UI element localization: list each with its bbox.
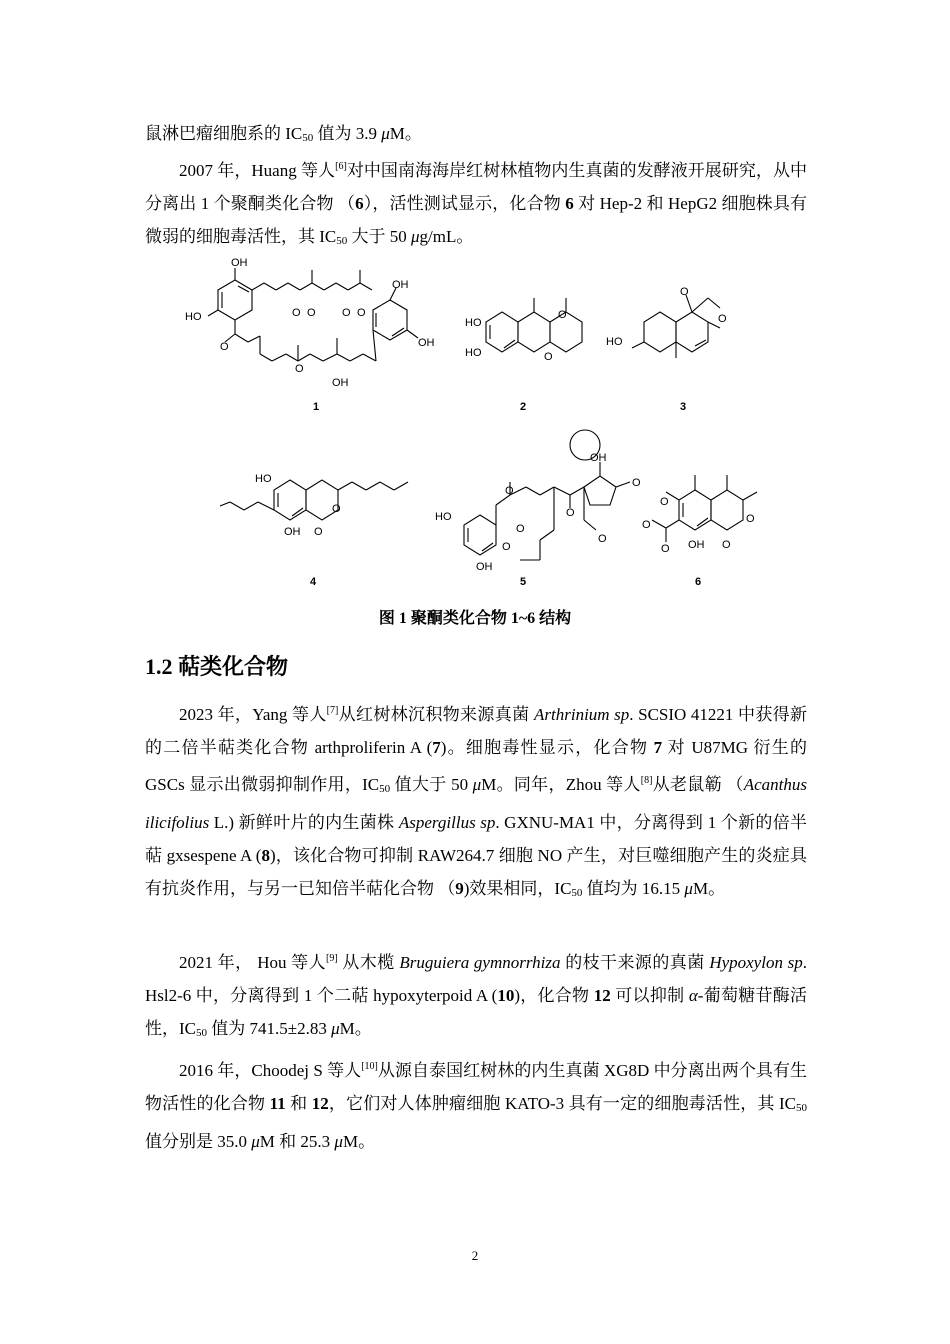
paragraph-choodej-2016	[145, 1050, 807, 1158]
text: g/mL。	[419, 227, 474, 246]
text: . GXNU-MA1 中，分离得到 1 个新的倍半萜 gxsespene A (	[145, 813, 807, 865]
species-italic: Hypoxylon sp	[709, 953, 803, 972]
compound-label-1: 1	[313, 401, 320, 413]
text: 对 U87MG 衍生的 GSCs 显示出微弱抑制作用，IC	[145, 738, 807, 794]
text: 值为 741.5±2.83	[207, 1019, 332, 1038]
text: )，该化合物可抑制 RAW264.7 细胞 NO 产生，对巨噬细胞产生的炎症具有抗炎作用，与另一已知倍半萜化合物 （	[145, 846, 807, 898]
compound-label-3: 3	[680, 401, 687, 413]
compound-number: 12	[311, 1094, 329, 1113]
subscript: 50	[379, 783, 391, 795]
species-italic: Arthrinium sp	[534, 705, 630, 724]
paragraph-yang-2023	[145, 694, 807, 910]
label-o: O	[505, 485, 514, 497]
compound-label-4: 4	[310, 576, 317, 588]
label-o: O	[598, 533, 607, 545]
text: 的枝干来源的真菌	[560, 953, 710, 972]
structure-3	[606, 286, 727, 413]
citation-ref: [6]	[335, 161, 347, 172]
text: 值均为 16.15	[582, 879, 685, 898]
text: )。细胞毒性显示，化合物	[440, 738, 654, 757]
subscript: 50	[796, 1102, 808, 1114]
text: M。	[339, 1019, 372, 1038]
text: 值大于 50	[390, 775, 473, 794]
text: 从木榄	[337, 953, 400, 972]
label-oh: OH	[231, 257, 248, 269]
compound-number: 6	[355, 194, 364, 213]
chemical-structures-figure	[180, 250, 780, 595]
label-o: O	[314, 526, 323, 538]
label-oh: OH	[418, 337, 435, 349]
unit-italic: μ	[684, 879, 693, 898]
label-o: O	[746, 513, 755, 525]
label-ho: HO	[465, 347, 482, 359]
text: -葡萄糖苷酶活性，IC	[145, 986, 807, 1038]
subscript: 50	[571, 887, 583, 899]
unit-italic: μ	[331, 1019, 340, 1038]
text: ，它们对人体肿瘤细胞 KATO-3 具有一定的细胞毒活性，其 IC	[328, 1094, 797, 1113]
text: M。	[692, 879, 726, 898]
text: 2021 年， Hou 等人	[179, 953, 327, 972]
text: M。同年，Zhou 等人	[481, 775, 641, 794]
subscript: 50	[336, 235, 348, 247]
text: 从红树林沉积物来源真菌	[338, 705, 535, 724]
label-ho: HO	[465, 317, 482, 329]
compound-label-5: 5	[520, 576, 527, 588]
label-o: O	[680, 286, 689, 298]
text: 2016 年，Choodej S 等人	[179, 1061, 362, 1080]
text: M 和 25.3	[259, 1132, 335, 1151]
text: ），活性测试显示，化合物	[363, 194, 566, 213]
text: 从源自泰国红树林的内生真菌 XG8D 中分离出两个具有生物活性的化合物	[145, 1061, 807, 1113]
compound-number: 7	[653, 738, 663, 757]
text: 对中国南海海岸红树林植物内生真菌的发酵液开展研究，从中分离出 1 个聚酮类化合物 （	[145, 161, 808, 213]
label-o: O	[632, 477, 641, 489]
label-oh: OH	[332, 377, 349, 389]
unit-italic: μ	[251, 1132, 260, 1151]
structure-4	[220, 473, 408, 588]
text: )，化合物	[514, 986, 594, 1005]
text: M。	[342, 1132, 376, 1151]
citation-ref: [9]	[326, 953, 338, 964]
compound-number: 11	[269, 1094, 286, 1113]
citation-ref: [8]	[640, 775, 653, 786]
unit-italic: μ	[334, 1132, 343, 1151]
compound-label-6: 6	[695, 576, 702, 588]
label-o: O	[307, 307, 316, 319]
text: 和	[285, 1094, 312, 1113]
label-o: O	[642, 519, 651, 531]
structure-2	[465, 298, 582, 413]
text: 对 Hep-2 和 HepG2 细胞株具有微弱的细胞毒活性，其 IC	[145, 194, 808, 246]
label-o: O	[516, 523, 525, 535]
label-o: O	[544, 351, 553, 363]
compound-number: 6	[565, 194, 574, 213]
unit-italic: μ	[411, 227, 420, 246]
citation-ref: [7]	[326, 705, 339, 716]
label-ho: HO	[185, 311, 202, 323]
label-o: O	[295, 363, 304, 375]
label-oh: OH	[590, 452, 607, 464]
figure-caption: 图 1 聚酮类化合物 1~6 结构	[378, 610, 572, 627]
label-o: O	[718, 313, 727, 325]
label-o: O	[332, 503, 341, 515]
label-o: O	[660, 496, 669, 508]
structure-5	[435, 430, 641, 588]
citation-ref: [10]	[361, 1061, 378, 1072]
label-ho: HO	[435, 511, 452, 523]
label-o: O	[722, 539, 731, 551]
species-italic: Acanthus ilicifolius	[145, 775, 808, 832]
unit-italic: μ	[472, 775, 482, 794]
text: M。	[389, 124, 422, 143]
section-heading: 1.2 萜类化合物	[145, 654, 289, 679]
label-o: O	[566, 507, 575, 519]
species-italic: Aspergillus sp	[398, 813, 496, 832]
compound-number: 9	[455, 879, 464, 898]
paragraph-hou-2021	[145, 942, 807, 1050]
label-oh: OH	[688, 539, 705, 551]
text: 值为 3.9	[313, 124, 382, 143]
structure-6	[642, 475, 757, 588]
subscript: 50	[302, 132, 314, 144]
text: 鼠淋巴瘤细胞系的 IC	[145, 124, 303, 143]
text: . Hsl2-6 中，分离得到 1 个二萜 hypoxyterpoid A (	[145, 953, 807, 1005]
label-o: O	[357, 307, 366, 319]
label-o: O	[220, 341, 229, 353]
label-oh: OH	[284, 526, 301, 538]
text: L.) 新鲜叶片的内生菌株	[209, 813, 399, 832]
label-o: O	[292, 307, 301, 319]
page-number: 2	[471, 1248, 479, 1263]
label-o: O	[342, 307, 351, 319]
compound-number: 7	[432, 738, 441, 757]
text: 2023 年，Yang 等人	[179, 705, 327, 724]
label-ho: HO	[255, 473, 272, 485]
compound-number: 8	[261, 846, 270, 865]
structure-1	[185, 257, 435, 413]
text: 2007 年，Huang 等人	[179, 161, 336, 180]
label-oh: OH	[392, 279, 409, 291]
paragraph-huang-2007	[145, 150, 807, 258]
label-o: O	[558, 309, 567, 321]
greek-italic: α	[688, 986, 698, 1005]
label-o: O	[502, 541, 511, 553]
species-italic: Bruguiera gymnorrhiza	[399, 953, 561, 972]
label-oh: OH	[476, 561, 493, 573]
text: 大于 50	[347, 227, 411, 246]
text: . SCSIO 41221 中获得新的二倍半萜类化合物 arthproliferin A (	[145, 705, 808, 757]
text: 值分别是 35.0	[145, 1132, 252, 1151]
text: 从老鼠簕 （	[652, 775, 744, 794]
compound-number: 12	[593, 986, 611, 1005]
label-ho: HO	[606, 336, 623, 348]
subscript: 50	[196, 1027, 207, 1039]
text: 可以抑制	[610, 986, 689, 1005]
compound-label-2: 2	[520, 401, 527, 413]
unit-italic: μ	[381, 124, 390, 143]
label-o: O	[661, 543, 670, 555]
compound-number: 10	[497, 986, 515, 1005]
text: )效果相同，IC	[463, 879, 572, 898]
